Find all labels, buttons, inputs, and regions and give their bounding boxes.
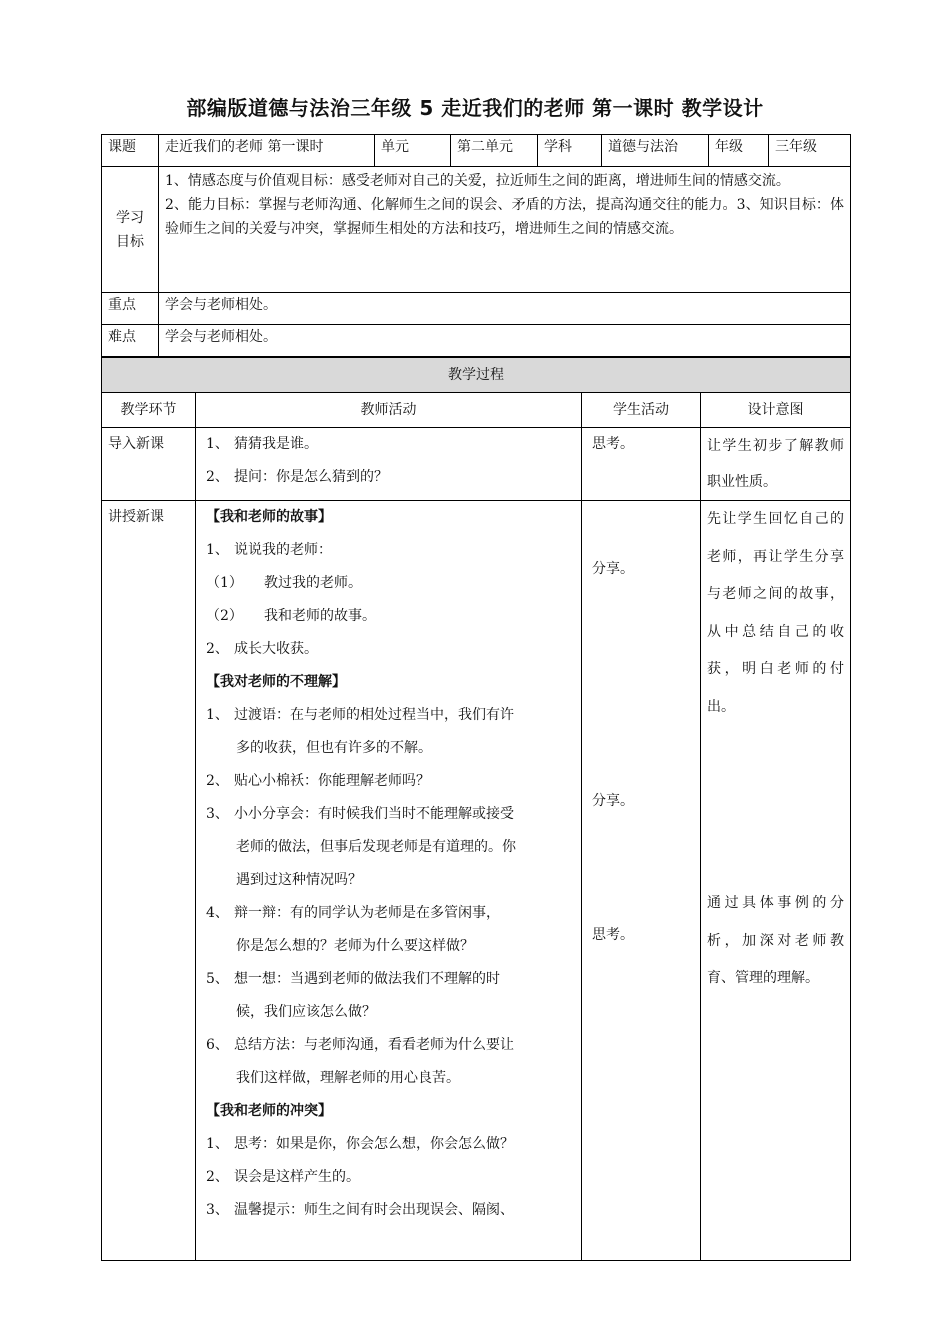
list-item: 3、 小小分享会：有时候我们当时不能理解或接受 <box>206 806 514 822</box>
list-item: 6、 总结方法：与老师沟通，看看老师为什么要让 <box>206 1037 514 1053</box>
page-title: 部编版道德与法治三年级 5 走近我们的老师 第一课时 教学设计 <box>186 96 764 120</box>
col-stage: 教学环节 <box>102 393 196 428</box>
list-item: （1） 教过我的老师。 <box>206 575 362 591</box>
list-item: 4、 辩一辩：有的同学认为老师是在多管闲事， <box>206 905 500 921</box>
grade-label: 年级 <box>709 135 769 167</box>
list-item: （2） 我和老师的故事。 <box>206 608 376 624</box>
key-point-value: 学会与老师相处。 <box>159 293 851 325</box>
section-title: 【我对老师的不理解】 <box>206 674 346 690</box>
intro-design: 让学生初步了解教师职业性质。 <box>701 428 851 501</box>
lecture-design <box>701 501 851 1261</box>
section-title: 【我和老师的故事】 <box>206 509 332 525</box>
grade-value: 三年级 <box>769 135 851 167</box>
student-activity: 分享。 <box>592 793 634 809</box>
section-title: 【我和老师的冲突】 <box>206 1103 332 1119</box>
unit-label: 单元 <box>375 135 451 167</box>
lecture-stage: 讲授新课 <box>102 501 196 1261</box>
list-item: 3、 温馨提示：师生之间有时会出现误会、隔阂、 <box>206 1202 514 1218</box>
subject-value: 道德与法治 <box>602 135 709 167</box>
student-activity: 思考。 <box>592 927 634 943</box>
list-item: 1、 思考：如果是你，你会怎么想，你会怎么做？ <box>206 1136 514 1152</box>
goals-text <box>159 167 851 293</box>
list-item: 2、 贴心小棉袄：你能理解老师吗？ <box>206 773 430 789</box>
goal-emotion: 1、情感态度与价值观目标：感受老师对自己的关爱，拉近师生之间的距离，增进师生间的情感交流。 <box>165 173 790 189</box>
col-design: 设计意图 <box>701 393 851 428</box>
lecture-student <box>582 501 701 1261</box>
col-teacher: 教师活动 <box>196 393 582 428</box>
list-item: 1、 过渡语：在与老师的相处过程当中，我们有许 <box>206 707 514 723</box>
difficulty-label: 难点 <box>102 325 159 357</box>
key-point-label: 重点 <box>102 293 159 325</box>
goals-label: 学习 目标 <box>102 167 159 293</box>
list-item: 2、 提问：你是怎么猜到的？ <box>206 469 388 485</box>
list-item: 2、 误会是这样产生的。 <box>206 1169 360 1185</box>
process-table <box>101 357 851 1261</box>
list-item: 5、 想一想：当遇到老师的做法我们不理解的时 <box>206 971 500 987</box>
intro-stage: 导入新课 <box>102 428 196 501</box>
course-value: 走近我们的老师 第一课时 <box>159 135 375 167</box>
design-intent: 通过具体事例的分析，加深对老师教育、管理的理解。 <box>707 895 844 986</box>
info-table <box>101 134 851 357</box>
list-item: 1、 说说我的老师： <box>206 542 332 558</box>
lecture-teacher: 【我和老师的故事】 1、 说说我的老师： （1） 教过我的老师。 （2） 我和老师的故事。 2、 成长大收获。 【我对老师的不理解】 1、 过渡语：在与老师的相处过程当中，我们有许 多的收获，但也有许多的不解。 2、 贴心小棉袄：你能理解老师吗？ 3、 小小分享会：有时候我们当时不能理解或接受 老师的做法，但事后发现老师是有道理的。你 遇到过这种情况吗？ 4、 辩一辩：有的同学认为老师是在多管闲事， 你是怎么想的？老师为什么要这样做？ 5、 想一想：当遇到老师的做法我们不理解的时 候，我们应该怎么做？ 6、 总结方法：与老师沟通，看看老师为什么要让 我们这样做，理解老师的用心良苦。 【我和老师的冲突】 1、 思考：如果是你，你会怎么想，你会怎么做？ 2、 误会是这样产生的。 3、 温馨提示：师生之间有时会出现误会、隔阂、 <box>196 501 582 1261</box>
intro-student: 思考。 <box>582 428 701 501</box>
student-activity: 分享。 <box>592 561 634 577</box>
process-header: 教学过程 <box>102 358 851 393</box>
unit-value: 第二单元 <box>451 135 538 167</box>
goal-ability-knowledge: 2、能力目标：掌握与老师沟通、化解师生之间的误会、矛盾的方法，提高沟通交往的能力。3、知识目标：体验师生之间的关爱与冲突，掌握师生相处的方法和技巧，增进师生之间的情感交流。 <box>165 197 844 237</box>
list-item: 1、 猜猜我是谁。 <box>206 436 318 452</box>
col-student: 学生活动 <box>582 393 701 428</box>
design-intent: 先让学生回忆自己的老师，再让学生分享与老师之间的故事，从中总结自己的收获，明白老师的付出。 <box>707 511 844 715</box>
difficulty-value: 学会与老师相处。 <box>159 325 851 357</box>
course-label: 课题 <box>102 135 159 167</box>
subject-label: 学科 <box>538 135 602 167</box>
list-item: 2、 成长大收获。 <box>206 641 318 657</box>
intro-teacher <box>196 428 582 501</box>
